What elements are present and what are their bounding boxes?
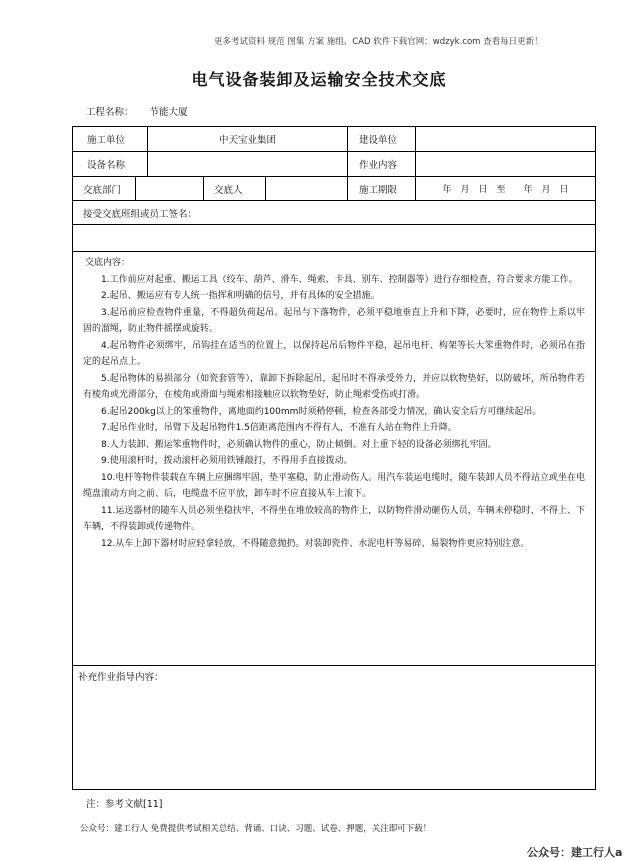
supplement-label: 补充作业指导内容： <box>78 672 164 683</box>
content-paragraph-4: 4.起吊物件必须绑牢，吊钩挂在适当的位置上，以保持起吊后物件平稳，起吊电杆、构架等长大笨重物件时，必须吊在指定的起吊点上。 <box>83 340 585 367</box>
disclosure-form <box>72 126 596 790</box>
signature-label: 接受交底班组或员工签名： <box>83 208 198 220</box>
person-value <box>265 177 347 200</box>
reference-note: 注：参考文献[11] <box>86 799 163 810</box>
content-paragraph-10: 10.电杆等物件装载在车辆上应捆绑牢固，垫平塞稳，防止滑动伤人。用汽车装运电缆时，随车装卸人员不得站立或坐在电缆盘滚动方向之前、后，电缆盘不应平放，卸车时不应直接从车上滚下。 <box>83 472 585 499</box>
content-paragraph-5: 5.起吊物体的易损部分（如瓷套管等），靠卸下拆除起吊，起吊时不得承受外力，并应以软物垫好，以防破坏，所吊物件若有棱角或光滑部分，在棱角或滑面与绳索相接触应以软物垫好，防止绳索受伤或打滑。 <box>83 373 585 400</box>
build-unit-label: 建设单位 <box>347 127 415 151</box>
content-paragraph-6: 6.起吊200kg以上的笨重物件，离地面约100mm时须稍停顿，检查各部受力情况，确认安全后方可继续起吊。 <box>101 406 542 417</box>
document-title: 电气设备装卸及运输安全技术交底 <box>191 70 447 89</box>
construction-unit-value: 中天宝业集团 <box>147 127 347 151</box>
form-row-signature <box>73 201 595 225</box>
date-value: 年 月 日 至 年 月 日 <box>415 177 595 200</box>
form-row-equipment <box>73 152 595 177</box>
work-content-value <box>415 152 595 176</box>
content-label: 交底内容： <box>85 258 131 268</box>
form-row-units <box>73 127 595 152</box>
person-label: 交底人 <box>203 177 265 200</box>
build-unit-value <box>415 127 595 151</box>
dept-label: 交底部门 <box>83 184 122 196</box>
content-paragraph-3: 3.起吊前应检查物件重量，不得超负荷起吊。起吊与下落物件，必须平稳地垂直上升和下降，必要时，应在物件上系以牢固的溜绳，防止物件摇摆或旋转。 <box>83 307 585 334</box>
public-account-note: 公众号：建工行人 免费提供考试相关总结、背诵、口诀、习题、试卷、押题，关注即可下载！ <box>80 824 432 834</box>
equipment-value <box>147 152 347 176</box>
date-label: 施工期限 <box>347 177 415 200</box>
watermark: 公众号：建工行人a <box>527 846 623 859</box>
form-row-dept <box>73 177 595 201</box>
project-line <box>86 104 188 118</box>
content-paragraph-12: 12.从车上卸下器材时应轻拿轻放，不得随意抛扔。对装卸瓷件、水泥电杆等易碎、易裂物件更应特别注意。 <box>101 538 530 549</box>
content-paragraph-11: 11.运送器材的随车人员必须坐稳扶牢，不得坐在堆放较高的物件上，以防物件滑动砸伤人员，车辆未停稳时，不得上、下车辆，不得装卸或传递物件。 <box>83 505 585 532</box>
project-value: 节能大厦 <box>149 107 188 118</box>
content-paragraph-9: 9.使用滚杆时，拨动滚杆必须用铁锤敲打，不得用手直接拨动。 <box>101 456 353 466</box>
work-content-label: 作业内容 <box>347 152 415 176</box>
disclosure-content <box>73 252 595 666</box>
content-paragraph-8: 8.人力装卸、搬运笨重物件时，必须确认物件的重心，防止倾倒。对上重下轻的设备必须绑扎牢固。 <box>101 439 497 450</box>
site-banner-note: 更多考试资料 规范 图集 方案 施组、CAD 软件下载官网：wdzyk.com 查看每日更新！ <box>214 37 543 47</box>
form-row-signature-blank <box>73 225 595 252</box>
content-paragraph-7: 7.起吊作业时，吊臂下及起吊物件1.5倍距离范围内不得有人，不准有人站在物件上升降。 <box>101 423 457 433</box>
dept-value <box>135 177 203 200</box>
content-paragraph-2: 2.起吊、搬运应有专人统一指挥和明确的信号，并有具体的安全措施。 <box>101 291 380 301</box>
equipment-label: 设备名称 <box>87 160 126 171</box>
project-label: 工程名称： <box>86 107 134 118</box>
content-paragraph-1: 1.工作前应对起重、搬运工具（绞车、葫芦、滑车、绳索、卡具、别车、控制器等）进行存细检查，符合要求方能工作。 <box>101 274 578 285</box>
construction-unit-label: 施工单位 <box>87 135 126 146</box>
